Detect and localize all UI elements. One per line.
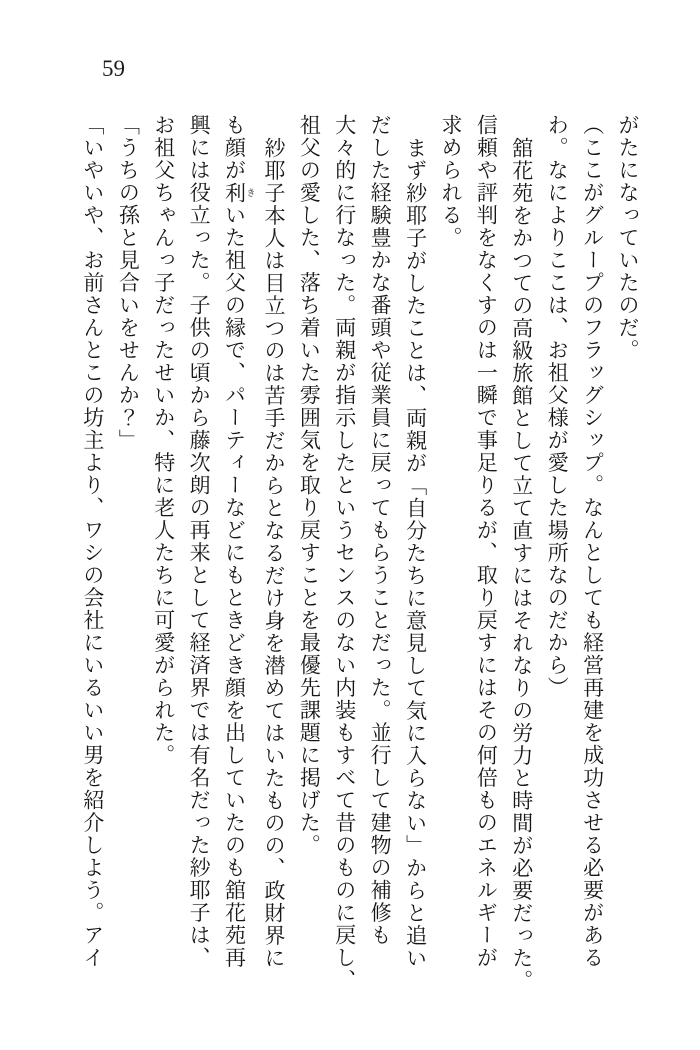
text-column: 祖父の愛した、落ち着いた雰囲気を取り戻すことを最優先課題に掲げた。 [297,114,322,857]
text-column: まず紗耶子がしたことは、両親が「自分たちに意見して気に入らない」からと追い [403,136,428,969]
text-column: だした経験豊かな番頭や従業員に戻ってもらうことだった。並行して建物の補修も [368,114,393,947]
page-number: 59 [102,56,125,81]
text-column: 「うちの孫と見合いをせんか？」 [116,114,141,452]
text-column: 興には役立った。子供の頃から藤次朗の再来として経済界では有名だった紗耶子は、 [187,114,212,969]
text-column: 求められる。 [438,114,463,249]
text-column: お祖父ちゃんっ子だったせいか、特に老人たちに可愛がられた。 [151,114,176,767]
text-block [75,114,646,1000]
text-column: 信頼や評判をなくすのは一瞬で事足りるが、取り戻すにはその何倍ものエネルギーが [474,114,499,969]
text-column: 舘花苑をかつての高級旅館として立て直すにはそれなりの労力と時間が必要だった。 [509,136,534,992]
text-column: （ここがグループのフラッグシップ。なんとしても経営再建を成功させる必要がある [580,114,605,969]
text-column: がたになっていたのだ。 [616,114,640,362]
text-column: 紗耶子本人は目立つのは苦手だからとなるだけ身を潜めてはいたものの、政財界に [261,136,286,969]
text-column: わ。なによりここは、お祖父様が愛した場所なのだから） [545,114,570,699]
text-column: も顔が利 きいた祖父の縁で、パーティーなどにもときどき顔を出していたのも舘花苑再 [222,114,256,969]
ruby-annotated-char: 利 き [222,181,256,204]
text-column: 「いやいや、お前さんとこの坊主より、ワシの会社にいるいい男を紹介しよう。アイ [80,114,105,969]
text-column: 大々的に行なった。両親が指示したというセンスのない内装もすべて昔のものに戻し、 [332,114,357,992]
